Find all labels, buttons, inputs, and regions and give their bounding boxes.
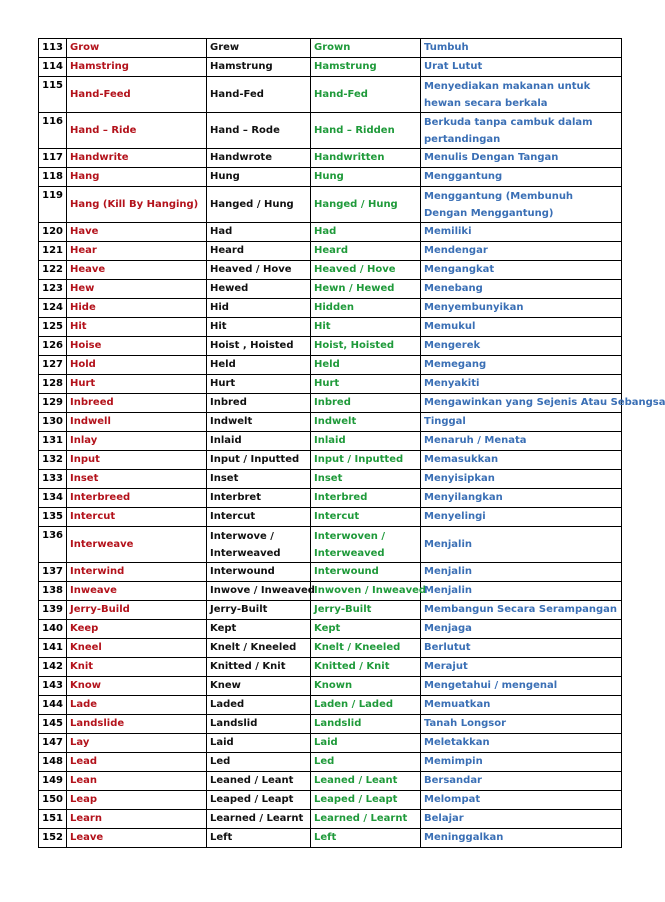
base-form: Know <box>67 677 207 696</box>
verb-number: 121 <box>39 242 67 261</box>
past-form: Left <box>207 829 311 848</box>
verb-number: 150 <box>39 791 67 810</box>
table-row <box>39 149 622 168</box>
meaning-id: Tumbuh <box>421 39 622 58</box>
past-form: Hand-Fed <box>207 77 311 113</box>
base-form: Handwrite <box>67 149 207 168</box>
past-participle: Intercut <box>311 508 421 527</box>
verb-number: 114 <box>39 58 67 77</box>
verb-number: 125 <box>39 318 67 337</box>
meaning-id: Menggantung <box>421 168 622 187</box>
meaning-id: Mengetahui / mengenal <box>421 677 622 696</box>
verb-number: 126 <box>39 337 67 356</box>
meaning-id: Tinggal <box>421 413 622 432</box>
table-row <box>39 168 622 187</box>
base-form: Hew <box>67 280 207 299</box>
table-row <box>39 375 622 394</box>
past-participle: Handwritten <box>311 149 421 168</box>
verb-number: 137 <box>39 563 67 582</box>
verb-number: 145 <box>39 715 67 734</box>
past-form: Laid <box>207 734 311 753</box>
past-form: Grew <box>207 39 311 58</box>
meaning-id: Menyilangkan <box>421 489 622 508</box>
verb-number: 118 <box>39 168 67 187</box>
verb-number: 124 <box>39 299 67 318</box>
meaning-id: Mendengar <box>421 242 622 261</box>
table-row <box>39 242 622 261</box>
meaning-id: Menulis Dengan Tangan <box>421 149 622 168</box>
past-form: Knelt / Kneeled <box>207 639 311 658</box>
base-form: Grow <box>67 39 207 58</box>
meaning-id: Meletakkan <box>421 734 622 753</box>
past-participle: Hewn / Hewed <box>311 280 421 299</box>
meaning-id: Menyelingi <box>421 508 622 527</box>
table-row <box>39 77 622 113</box>
meaning-id: Memiliki <box>421 223 622 242</box>
base-form: Hand – Ride <box>67 113 207 149</box>
table-row <box>39 356 622 375</box>
verb-number: 128 <box>39 375 67 394</box>
past-participle: Heard <box>311 242 421 261</box>
past-participle: Led <box>311 753 421 772</box>
verb-number: 129 <box>39 394 67 413</box>
past-form: Hid <box>207 299 311 318</box>
verb-number: 141 <box>39 639 67 658</box>
table-row <box>39 508 622 527</box>
meaning-id: Melompat <box>421 791 622 810</box>
meaning-id: Menjalin <box>421 527 622 563</box>
past-form: Hurt <box>207 375 311 394</box>
table-row <box>39 470 622 489</box>
verb-number: 147 <box>39 734 67 753</box>
verb-number: 120 <box>39 223 67 242</box>
verb-number: 152 <box>39 829 67 848</box>
base-form: Lead <box>67 753 207 772</box>
past-participle: Inbred <box>311 394 421 413</box>
meaning-id: Menggantung (Membunuh Dengan Menggantung) <box>421 187 622 223</box>
irregular-verbs-table <box>38 38 665 848</box>
base-form: Inlay <box>67 432 207 451</box>
meaning-id: Belajar <box>421 810 622 829</box>
table-row <box>39 58 622 77</box>
past-form: Knitted / Knit <box>207 658 311 677</box>
past-form: Leaped / Leapt <box>207 791 311 810</box>
base-form: Input <box>67 451 207 470</box>
past-participle: Hung <box>311 168 421 187</box>
past-participle: Hanged / Hung <box>311 187 421 223</box>
base-form: Lean <box>67 772 207 791</box>
verb-number: 115 <box>39 77 67 113</box>
past-form: Hewed <box>207 280 311 299</box>
meaning-id: Meninggalkan <box>421 829 622 848</box>
base-form: Lade <box>67 696 207 715</box>
meaning-id: Bersandar <box>421 772 622 791</box>
table-row <box>39 261 622 280</box>
verb-number: 144 <box>39 696 67 715</box>
meaning-id: Menyisipkan <box>421 470 622 489</box>
past-participle: Kept <box>311 620 421 639</box>
table-row <box>39 658 622 677</box>
past-form: Jerry-Built <box>207 601 311 620</box>
past-form: Learned / Learnt <box>207 810 311 829</box>
past-participle: Interwoven / Interweaved <box>311 527 421 563</box>
base-form: Hang <box>67 168 207 187</box>
past-form: Input / Inputted <box>207 451 311 470</box>
past-participle: Hand – Ridden <box>311 113 421 149</box>
past-form: Interwound <box>207 563 311 582</box>
base-form: Jerry-Build <box>67 601 207 620</box>
table-row <box>39 318 622 337</box>
meaning-id: Menjalin <box>421 582 622 601</box>
past-form: Heard <box>207 242 311 261</box>
verb-number: 148 <box>39 753 67 772</box>
past-participle: Hurt <box>311 375 421 394</box>
meaning-id: Menyembunyikan <box>421 299 622 318</box>
past-form: Hit <box>207 318 311 337</box>
table-row <box>39 677 622 696</box>
base-form: Knit <box>67 658 207 677</box>
table-row <box>39 451 622 470</box>
past-participle: Had <box>311 223 421 242</box>
base-form: Hide <box>67 299 207 318</box>
base-form: Inset <box>67 470 207 489</box>
past-participle: Leaned / Leant <box>311 772 421 791</box>
table-row <box>39 639 622 658</box>
base-form: Inweave <box>67 582 207 601</box>
verb-number: 119 <box>39 187 67 223</box>
past-form: Had <box>207 223 311 242</box>
past-participle: Input / Inputted <box>311 451 421 470</box>
past-participle: Inset <box>311 470 421 489</box>
table-row <box>39 113 622 149</box>
verb-table-body <box>39 39 665 848</box>
past-form: Inbred <box>207 394 311 413</box>
table-row <box>39 620 622 639</box>
verb-number: 134 <box>39 489 67 508</box>
base-form: Landslide <box>67 715 207 734</box>
past-form: Led <box>207 753 311 772</box>
past-participle: Inwoven / Inweaved <box>311 582 421 601</box>
past-form: Hanged / Hung <box>207 187 311 223</box>
past-participle: Laid <box>311 734 421 753</box>
meaning-id: Menaruh / Menata <box>421 432 622 451</box>
table-row <box>39 772 622 791</box>
table-row <box>39 582 622 601</box>
past-participle: Interwound <box>311 563 421 582</box>
table-row <box>39 563 622 582</box>
past-form: Leaned / Leant <box>207 772 311 791</box>
base-form: Interwind <box>67 563 207 582</box>
table-row <box>39 413 622 432</box>
base-form: Hand-Feed <box>67 77 207 113</box>
past-participle: Known <box>311 677 421 696</box>
past-form: Intercut <box>207 508 311 527</box>
meaning-id: Tanah Longsor <box>421 715 622 734</box>
base-form: Hold <box>67 356 207 375</box>
past-participle: Jerry-Built <box>311 601 421 620</box>
past-form: Hung <box>207 168 311 187</box>
past-form: Inlaid <box>207 432 311 451</box>
base-form: Have <box>67 223 207 242</box>
meaning-id: Berkuda tanpa cambuk dalam pertandingan <box>421 113 622 149</box>
base-form: Heave <box>67 261 207 280</box>
meaning-id: Menjaga <box>421 620 622 639</box>
verb-number: 143 <box>39 677 67 696</box>
verb-number: 136 <box>39 527 67 563</box>
base-form: Leave <box>67 829 207 848</box>
table-row <box>39 753 622 772</box>
meaning-id: Memegang <box>421 356 622 375</box>
base-form: Lay <box>67 734 207 753</box>
past-participle: Landslid <box>311 715 421 734</box>
past-participle: Hidden <box>311 299 421 318</box>
base-form: Kneel <box>67 639 207 658</box>
past-form: Handwrote <box>207 149 311 168</box>
verb-number: 130 <box>39 413 67 432</box>
base-form: Inbreed <box>67 394 207 413</box>
past-participle: Laden / Laded <box>311 696 421 715</box>
table-row <box>39 489 622 508</box>
past-participle: Knelt / Kneeled <box>311 639 421 658</box>
verb-number: 122 <box>39 261 67 280</box>
base-form: Learn <box>67 810 207 829</box>
past-participle: Heaved / Hove <box>311 261 421 280</box>
past-participle: Held <box>311 356 421 375</box>
past-participle: Hit <box>311 318 421 337</box>
past-participle: Hoist, Hoisted <box>311 337 421 356</box>
table-row <box>39 394 622 413</box>
verb-number: 127 <box>39 356 67 375</box>
base-form: Indwell <box>67 413 207 432</box>
verb-number: 151 <box>39 810 67 829</box>
base-form: Hear <box>67 242 207 261</box>
base-form: Interbreed <box>67 489 207 508</box>
table-row <box>39 715 622 734</box>
base-form: Hamstring <box>67 58 207 77</box>
table-row <box>39 829 622 848</box>
table-row <box>39 696 622 715</box>
table-row <box>39 223 622 242</box>
past-participle: Leaped / Leapt <box>311 791 421 810</box>
meaning-id: Menyakiti <box>421 375 622 394</box>
table-row <box>39 791 622 810</box>
past-participle: Interbred <box>311 489 421 508</box>
table-row <box>39 337 622 356</box>
past-form: Indwelt <box>207 413 311 432</box>
meaning-id: Memukul <box>421 318 622 337</box>
table-row <box>39 527 622 563</box>
table-row <box>39 39 622 58</box>
verb-number: 113 <box>39 39 67 58</box>
verb-number: 139 <box>39 601 67 620</box>
past-form: Heaved / Hove <box>207 261 311 280</box>
meaning-id: Menyediakan makanan untuk hewan secara berkala <box>421 77 622 113</box>
past-participle: Left <box>311 829 421 848</box>
past-participle: Knitted / Knit <box>311 658 421 677</box>
meaning-id: Memuatkan <box>421 696 622 715</box>
table-row <box>39 432 622 451</box>
base-form: Intercut <box>67 508 207 527</box>
verb-number: 133 <box>39 470 67 489</box>
meaning-id: Menjalin <box>421 563 622 582</box>
base-form: Interweave <box>67 527 207 563</box>
past-participle: Hand-Fed <box>311 77 421 113</box>
meaning-id: Berlutut <box>421 639 622 658</box>
past-participle: Indwelt <box>311 413 421 432</box>
past-form: Knew <box>207 677 311 696</box>
table-row <box>39 601 622 620</box>
past-form: Held <box>207 356 311 375</box>
past-form: Hand – Rode <box>207 113 311 149</box>
past-participle: Grown <box>311 39 421 58</box>
past-form: Inset <box>207 470 311 489</box>
base-form: Hit <box>67 318 207 337</box>
past-form: Hamstrung <box>207 58 311 77</box>
meaning-id: Membangun Secara Serampangan <box>421 601 622 620</box>
verb-number: 140 <box>39 620 67 639</box>
meaning-id: Menebang <box>421 280 622 299</box>
meaning-id: Merajut <box>421 658 622 677</box>
verb-number: 131 <box>39 432 67 451</box>
base-form: Leap <box>67 791 207 810</box>
base-form: Hurt <box>67 375 207 394</box>
verb-number: 132 <box>39 451 67 470</box>
past-form: Laded <box>207 696 311 715</box>
table-row <box>39 280 622 299</box>
base-form: Hang (Kill By Hanging) <box>67 187 207 223</box>
past-form: Inwove / Inweaved <box>207 582 311 601</box>
verb-number: 116 <box>39 113 67 149</box>
past-form: Interwove / Interweaved <box>207 527 311 563</box>
past-form: Hoist , Hoisted <box>207 337 311 356</box>
meaning-id: Mengawinkan yang Sejenis Atau Sebangsa <box>421 394 622 413</box>
meaning-id: Urat Lutut <box>421 58 622 77</box>
table-row <box>39 810 622 829</box>
verb-number: 117 <box>39 149 67 168</box>
meaning-id: Memimpin <box>421 753 622 772</box>
past-participle: Hamstrung <box>311 58 421 77</box>
verb-number: 135 <box>39 508 67 527</box>
meaning-id: Memasukkan <box>421 451 622 470</box>
verb-number: 138 <box>39 582 67 601</box>
table-row <box>39 187 622 223</box>
meaning-id: Mengerek <box>421 337 622 356</box>
meaning-id: Mengangkat <box>421 261 622 280</box>
verb-number: 142 <box>39 658 67 677</box>
past-participle: Learned / Learnt <box>311 810 421 829</box>
table-row <box>39 734 622 753</box>
verb-number: 123 <box>39 280 67 299</box>
past-form: Kept <box>207 620 311 639</box>
base-form: Keep <box>67 620 207 639</box>
past-form: Interbret <box>207 489 311 508</box>
past-form: Landslid <box>207 715 311 734</box>
base-form: Hoise <box>67 337 207 356</box>
verb-number: 149 <box>39 772 67 791</box>
table-row <box>39 299 622 318</box>
past-participle: Inlaid <box>311 432 421 451</box>
